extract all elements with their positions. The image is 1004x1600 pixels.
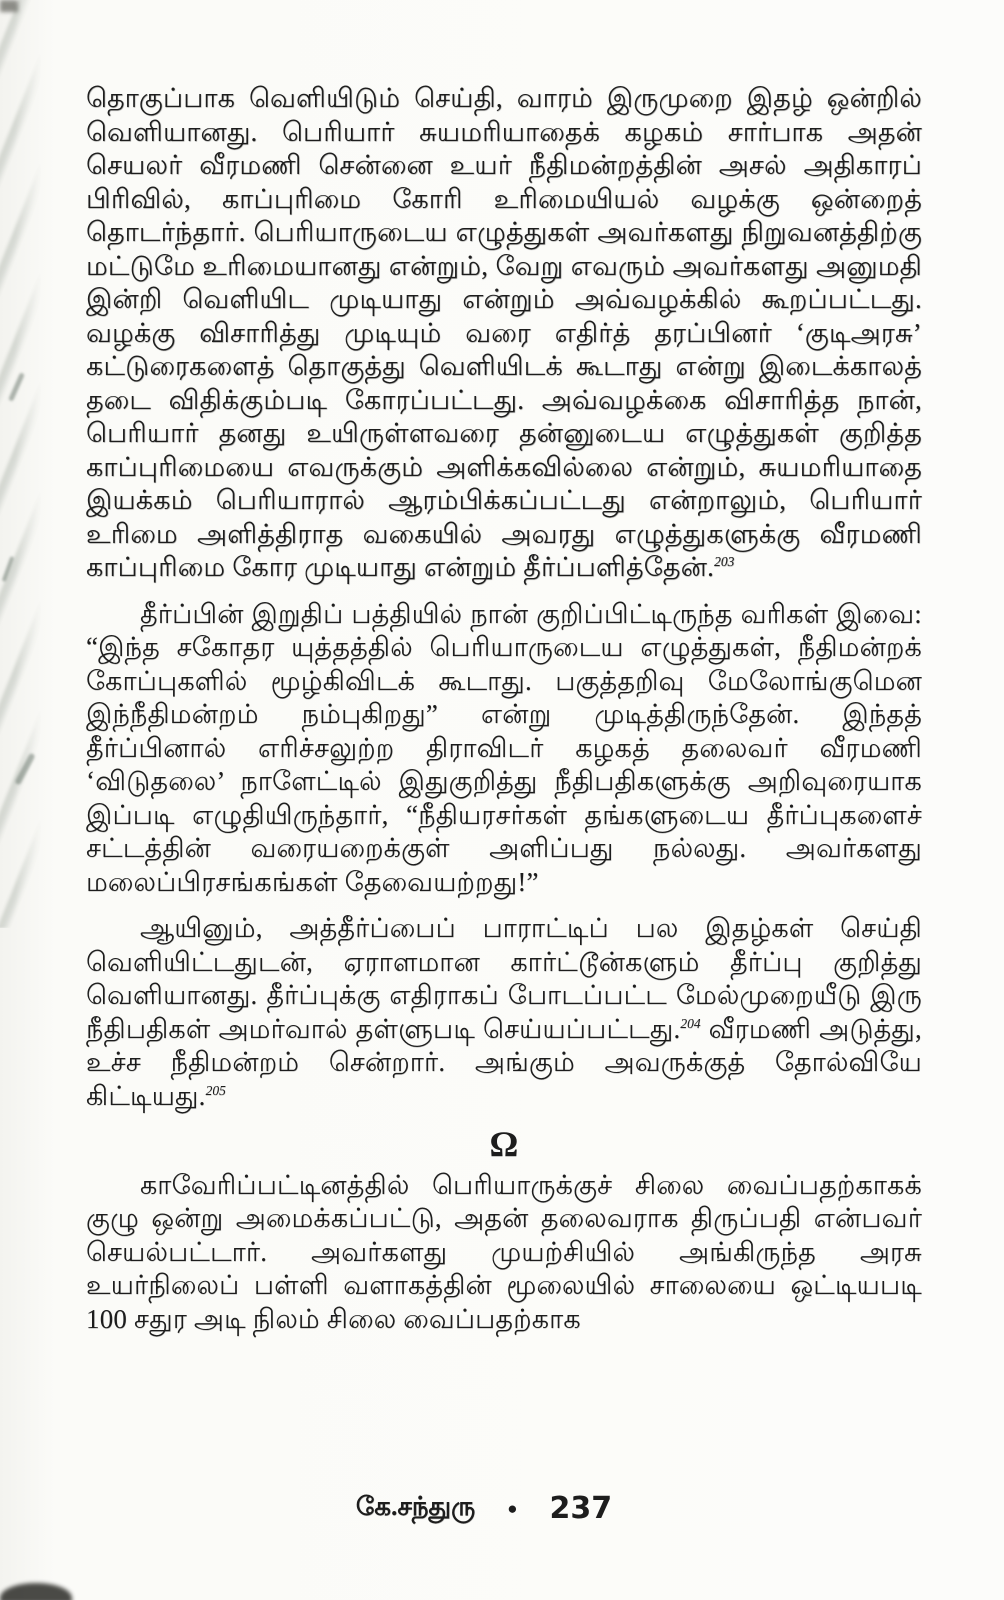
footer-author-name: கே.சந்துரு bbox=[355, 1492, 476, 1521]
footer-page-number: 237 bbox=[549, 1491, 613, 1526]
bottom-left-corner-smudge bbox=[0, 1583, 72, 1600]
paragraph-2: தீர்ப்பின் இறுதிப் பத்தியில் நான் குறிப்பிட்டிருந்த வரிகள் இவை: “இந்த சகோதர யுத்தத்தில் பெரியாருடைய எழுத்துகள், நீதிமன்றக் கோப்புகளில் மூழ்கிவிடக் கூடாது. பகுத்தறிவு மேலோங்குமென இந்நீதிமன்றம் நம்புகிறது” என்று முடித்திருந்தேன். இந்தத் தீர்ப்பினால் எரிச்சலுற்ற திராவிடர் கழகத் தலைவர் வீரமணி ‘விடுதலை’ நாளேட்டில் இதுகுறித்து நீதிபதிகளுக்கு அறிவுரையாக இப்படி எழுதியிருந்தார், “நீதியரசர்கள் தங்களுடைய தீர்ப்புகளைச் சட்டத்தின் வரையறைக்குள் அளிப்பது நல்லது. அவர்களது மலைப்பிரசங்கங்கள் தேவையற்றது!” bbox=[86, 598, 922, 897]
footnote-marker: 203 bbox=[714, 554, 735, 569]
footnote-marker: 204 bbox=[680, 1015, 701, 1031]
paragraph-3: ஆயினும், அத்தீர்ப்பைப் பாராட்டிப் பல இதழ்கள் செய்தி வெளியிட்டதுடன், ஏராளமான கார்ட்டூன்களும் தீர்ப்பு குறித்து வெளியானது. தீர்ப்புக்கு எதிராகப் போடப்பட்ட மேல்முறையீடு இரு நீதிபதிகள் அமர்வால் தள்ளுபடி செய்யப்பட்டது.$^{204}$ வீரமணி அடுத்து, உச்ச நீதிமன்றம் சென்றார். அங்கும் அவருக்குத் தோல்வியே கிட்டியது.$^{205}$ bbox=[86, 913, 922, 1111]
paragraph-1: தொகுப்பாக வெளியிடும் செய்தி, வாரம் இருமுறை இதழ் ஒன்றில் வெளியானது. பெரியார் சுயமரியாதைக் கழகம் சார்பாக அதன் செயலர் வீரமணி சென்னை உயர் நீதிமன்றத்தின் அசல் அதிகாரப் பிரிவில், காப்புரிமை கோரி உரிமையியல் வழக்கு ஒன்றைத் தொடர்ந்தார். பெரியாருடைய எழுத்துகள் அவர்களது நிறுவனத்திற்கு மட்டுமே உரிமையானது என்றும், வேறு எவரும் அவர்களது அனுமதி இன்றி வெளியிட முடியாது என்றும் அவ்வழக்கில் கூறப்பட்டது. வழக்கு விசாரித்து முடியும் வரை எதிர்த் தரப்பினர் ‘குடிஅரசு’ கட்டுரைகளைத் தொகுத்து வெளியிடக் கூடாது என்று இடைக்காலத் தடை விதிக்கும்படி கோரப்பட்டது. அவ்வழக்கை விசாரித்த நான், பெரியார் தனது உயிருள்ளவரை தன்னுடைய எழுத்துகள் குறித்த காப்புரிமையை எவருக்கும் அளிக்கவில்லை என்றும், சுயமரியாதை இயக்கம் பெரியாரால் ஆரம்பிக்கப்பட்டது என்றாலும், பெரியார் உரிமை அளித்திராத வகையில் அவரது எழுத்துகளுக்கு வீரமணி காப்புரிமை கோர முடியாது என்றும் தீர்ப்பளித்தேன்.$^{203}$ bbox=[86, 83, 922, 582]
page-footer bbox=[0, 1491, 986, 1526]
left-edge-scan-smudges bbox=[0, 0, 44, 928]
footnote-marker: 205 bbox=[205, 1082, 226, 1098]
section-divider-omega: Ω bbox=[489, 1124, 519, 1164]
footer-bullet-icon: ● bbox=[507, 1499, 518, 1518]
paragraph-4: காவேரிப்பட்டினத்தில் பெரியாருக்குச் சிலை வைப்பதற்காகக் குழு ஒன்று அமைக்கப்பட்டு, அதன் தலைவராக திருப்பதி என்பவர் செயல்பட்டார். அவர்களது முயற்சியில் அங்கிருந்த அரசு உயர்நிலைப் பள்ளி வளாகத்தின் மூலையில் சாலையை ஒட்டியபடி 100 சதுர அடி நிலம் சிலை வைப்பதற்காக bbox=[86, 1169, 922, 1334]
page-text-block bbox=[86, 82, 922, 1349]
top-left-corner-smudge bbox=[0, 0, 18, 12]
